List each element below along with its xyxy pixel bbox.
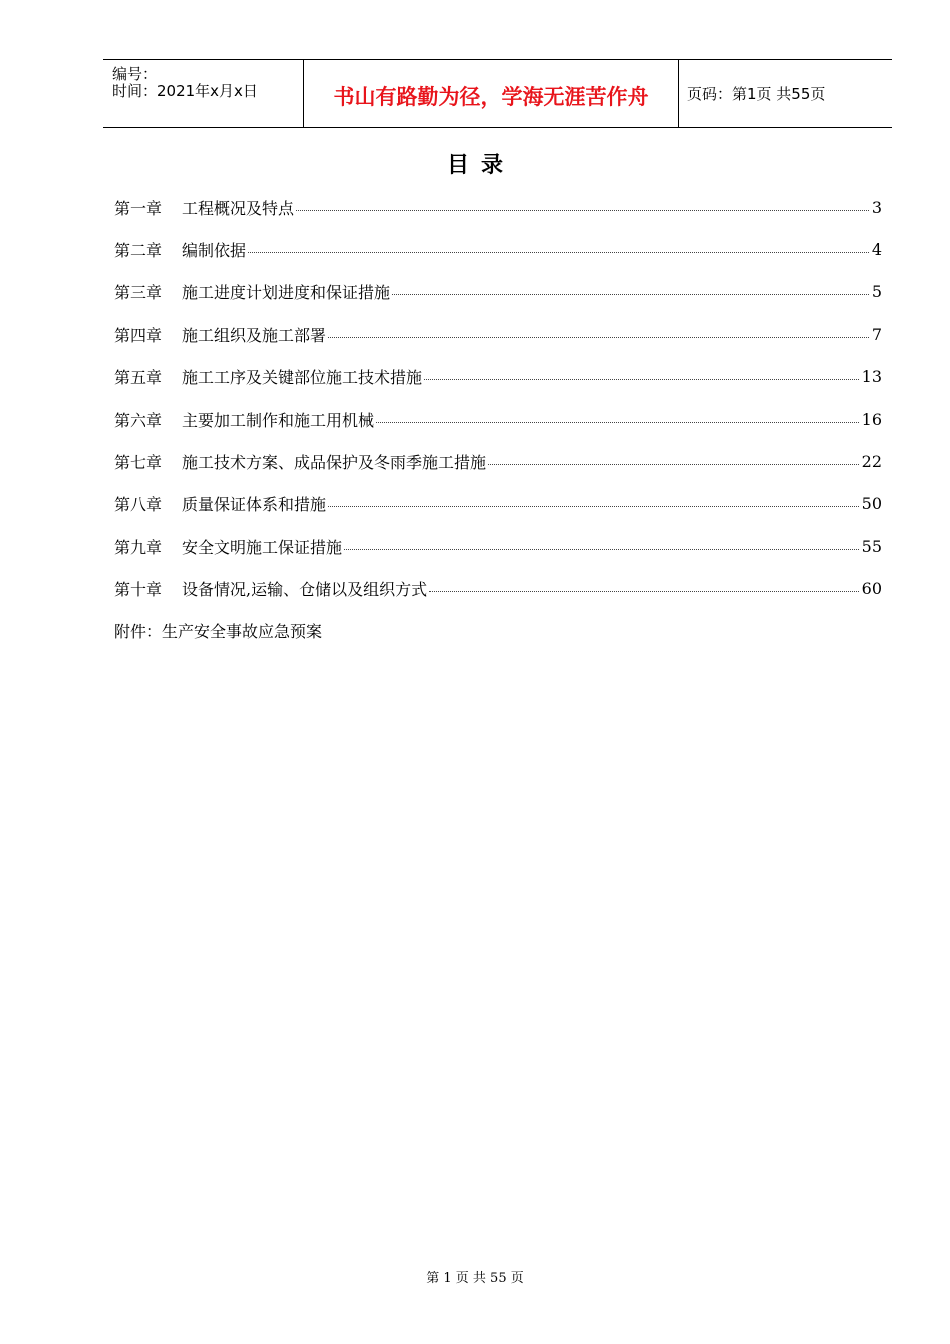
toc-chapter-number: 第四章 bbox=[114, 325, 163, 345]
page-footer: 第 1 页 共 55 页 bbox=[426, 1271, 524, 1286]
toc-chapter-title: 施工技术方案、成品保护及冬雨季施工措施 bbox=[182, 453, 487, 473]
header-page-cell bbox=[679, 60, 892, 127]
header-meta-cell bbox=[103, 60, 304, 127]
toc-page-number: 7 bbox=[871, 324, 882, 344]
toc-dot-leader bbox=[429, 591, 859, 592]
toc-dot-leader bbox=[376, 422, 859, 423]
toc-entry[interactable] bbox=[114, 228, 882, 270]
toc-page-number: 60 bbox=[861, 579, 882, 599]
toc-page-number: 22 bbox=[861, 452, 882, 472]
toc-chapter-number: 第三章 bbox=[114, 283, 163, 303]
toc-entry[interactable] bbox=[114, 186, 882, 228]
toc-chapter-title: 施工组织及施工部署 bbox=[182, 325, 327, 345]
toc-entry[interactable] bbox=[114, 313, 882, 355]
toc-chapter-title: 施工进度计划进度和保证措施 bbox=[182, 283, 391, 303]
toc-entry[interactable] bbox=[114, 568, 882, 610]
toc-page-number: 55 bbox=[861, 536, 882, 556]
toc-chapter-title: 质量保证体系和措施 bbox=[182, 495, 327, 515]
toc-chapter-number: 第二章 bbox=[114, 241, 163, 261]
header-motto-cell bbox=[304, 60, 679, 127]
toc-appendix: 附件：生产安全事故应急预案 bbox=[114, 622, 323, 642]
toc-chapter-number: 第十章 bbox=[114, 580, 163, 600]
toc-dot-leader bbox=[424, 379, 859, 380]
toc-dot-leader bbox=[488, 464, 859, 465]
toc-chapter-title: 工程概况及特点 bbox=[182, 198, 295, 218]
toc-chapter-title: 施工工序及关键部位施工技术措施 bbox=[182, 368, 423, 388]
toc-dot-leader bbox=[296, 210, 869, 211]
toc-chapter-title: 设备情况,运输、仓储以及组织方式 bbox=[182, 580, 428, 600]
toc-entry[interactable] bbox=[114, 356, 882, 398]
toc-title: 目录 bbox=[446, 153, 515, 178]
table-of-contents bbox=[114, 186, 882, 652]
header-motto: 书山有路勤为径，学海无涯苦作舟 bbox=[333, 84, 649, 109]
document-time-label: 时间：2021年x月x日 bbox=[112, 82, 258, 100]
toc-chapter-number: 第九章 bbox=[114, 537, 163, 557]
toc-chapter-number: 第六章 bbox=[114, 410, 163, 430]
toc-chapter-number: 第八章 bbox=[114, 495, 163, 515]
toc-dot-leader bbox=[248, 252, 869, 253]
toc-page-number: 16 bbox=[861, 409, 882, 429]
toc-entry[interactable] bbox=[114, 440, 882, 482]
toc-page-number: 5 bbox=[871, 282, 882, 302]
toc-page-number: 50 bbox=[861, 494, 882, 514]
page-header bbox=[103, 59, 892, 128]
document-number-label: 编号： bbox=[112, 65, 158, 83]
toc-page-number: 13 bbox=[861, 367, 882, 387]
toc-page-number: 4 bbox=[871, 240, 882, 260]
toc-entry[interactable] bbox=[114, 271, 882, 313]
toc-entry[interactable] bbox=[114, 398, 882, 440]
toc-dot-leader bbox=[328, 337, 869, 338]
toc-dot-leader bbox=[392, 294, 869, 295]
toc-chapter-number: 第五章 bbox=[114, 368, 163, 388]
toc-chapter-title: 安全文明施工保证措施 bbox=[182, 537, 343, 557]
toc-page-number: 3 bbox=[871, 197, 882, 217]
toc-chapter-title: 主要加工制作和施工用机械 bbox=[182, 410, 375, 430]
toc-dot-leader bbox=[344, 549, 859, 550]
toc-chapter-number: 第七章 bbox=[114, 453, 163, 473]
header-page-info: 页码：第1页 共55页 bbox=[687, 85, 826, 103]
toc-entry[interactable] bbox=[114, 483, 882, 525]
toc-dot-leader bbox=[328, 506, 859, 507]
toc-entry[interactable] bbox=[114, 525, 882, 567]
toc-chapter-title: 编制依据 bbox=[182, 241, 247, 261]
toc-chapter-number: 第一章 bbox=[114, 198, 163, 218]
